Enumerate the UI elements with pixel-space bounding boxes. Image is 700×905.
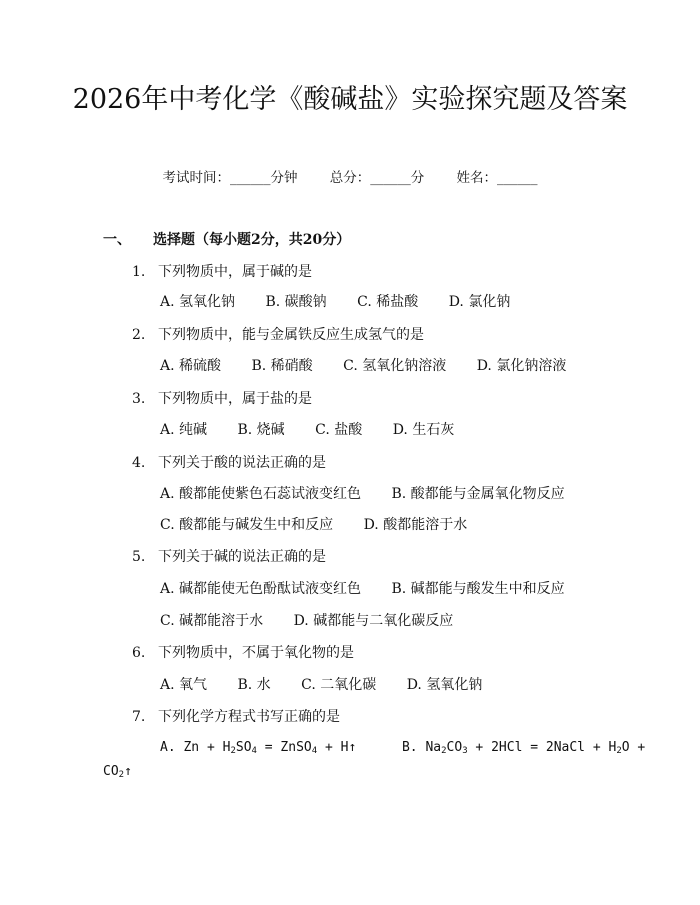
question-3-options (160, 420, 454, 440)
option-a-label: A. (160, 740, 176, 755)
question-number: 2. (132, 327, 146, 343)
option-d: D. 生石灰 (392, 422, 455, 438)
option-b: B. 酸都能与金属氧化物反应 (391, 486, 565, 502)
question-stem: 下列物质中，属于盐的是 (158, 391, 312, 407)
question-stem: 下列关于酸的说法正确的是 (158, 455, 326, 471)
question-stem: 下列物质中，不属于氧化物的是 (158, 645, 354, 661)
question-4-options-row-2 (160, 515, 467, 535)
exam-score: 总分：______分 (329, 170, 425, 186)
question-2 (132, 325, 424, 345)
question-stem: 下列关于碱的说法正确的是 (158, 549, 326, 565)
question-stem: 下列化学方程式书写正确的是 (158, 709, 340, 725)
option-b: B. 稀硝酸 (251, 358, 313, 374)
question-number: 3. (132, 391, 146, 407)
question-5-options-row-1 (160, 579, 565, 599)
question-2-options (160, 356, 566, 376)
question-5 (132, 547, 326, 567)
question-4 (132, 453, 326, 473)
option-c: C. 碱都能溶于水 (160, 613, 264, 629)
question-6-options (160, 675, 482, 695)
question-3 (132, 389, 312, 409)
option-a: A. 碱都能使无色酚酞试液变红色 (160, 581, 362, 597)
option-a-equation: $Zn + H_2SO_4$ = ZnSO$_4$ + H↑ (183, 740, 357, 756)
option-d: D. 氢氧化钠 (406, 677, 483, 693)
option-b-equation-continuation: $CO_2↑$ (103, 764, 132, 780)
question-number: 7. (132, 709, 146, 725)
option-b-label: B. (401, 740, 418, 755)
question-number: 1. (132, 264, 146, 280)
question-stem: 下列物质中，属于碱的是 (158, 264, 312, 280)
section-label: 选择题（每小题2分，共20分） (153, 232, 351, 248)
option-b: B. 碱都能与酸发生中和反应 (391, 581, 565, 597)
question-6 (132, 643, 354, 663)
option-c: C. 酸都能与碱发生中和反应 (160, 517, 334, 533)
option-c: C. 二氧化碳 (301, 677, 377, 693)
option-d: D. 氯化钠 (448, 294, 511, 310)
question-7 (132, 707, 340, 727)
question-stem: 下列物质中，能与金属铁反应生成氢气的是 (158, 327, 424, 343)
question-number: 4. (132, 455, 146, 471)
question-number: 5. (132, 549, 146, 565)
option-d: D. 氯化钠溶液 (476, 358, 567, 374)
option-c: C. 稀盐酸 (357, 294, 419, 310)
option-c: C. 盐酸 (315, 422, 363, 438)
question-number: 6. (132, 645, 146, 661)
option-a: A. 氧气 (160, 677, 208, 693)
question-1 (132, 262, 312, 282)
question-5-options-row-2 (160, 611, 453, 631)
option-d: D. 酸都能溶于水 (363, 517, 468, 533)
option-a: A. 酸都能使紫色石蕊试液变红色 (160, 486, 362, 502)
option-a: A. 氢氧化钠 (160, 294, 236, 310)
question-4-options-row-1 (160, 484, 565, 504)
option-b: B. 烧碱 (237, 422, 285, 438)
page-title: 2026年中考化学《酸碱盐》实验探究题及答案 (72, 84, 628, 115)
option-b: B. 碳酸钠 (265, 294, 327, 310)
option-c: C. 氢氧化钠溶液 (343, 358, 447, 374)
question-1-options (160, 292, 510, 312)
section-heading (103, 230, 350, 250)
option-b: B. 水 (237, 677, 271, 693)
option-a: A. 稀硫酸 (160, 358, 222, 374)
exam-info (0, 168, 700, 188)
exam-time: 考试时间：______分钟 (162, 170, 298, 186)
question-7-options (160, 738, 645, 761)
option-b-equation: $Na_2CO_3 + 2HCl$ = 2NaCl + $H_2O$ + (425, 740, 646, 756)
option-d: D. 碱都能与二氧化碳反应 (293, 613, 454, 629)
option-a: A. 纯碱 (160, 422, 208, 438)
section-number: 一、 (103, 232, 131, 248)
exam-name: 姓名：______ (456, 170, 538, 186)
